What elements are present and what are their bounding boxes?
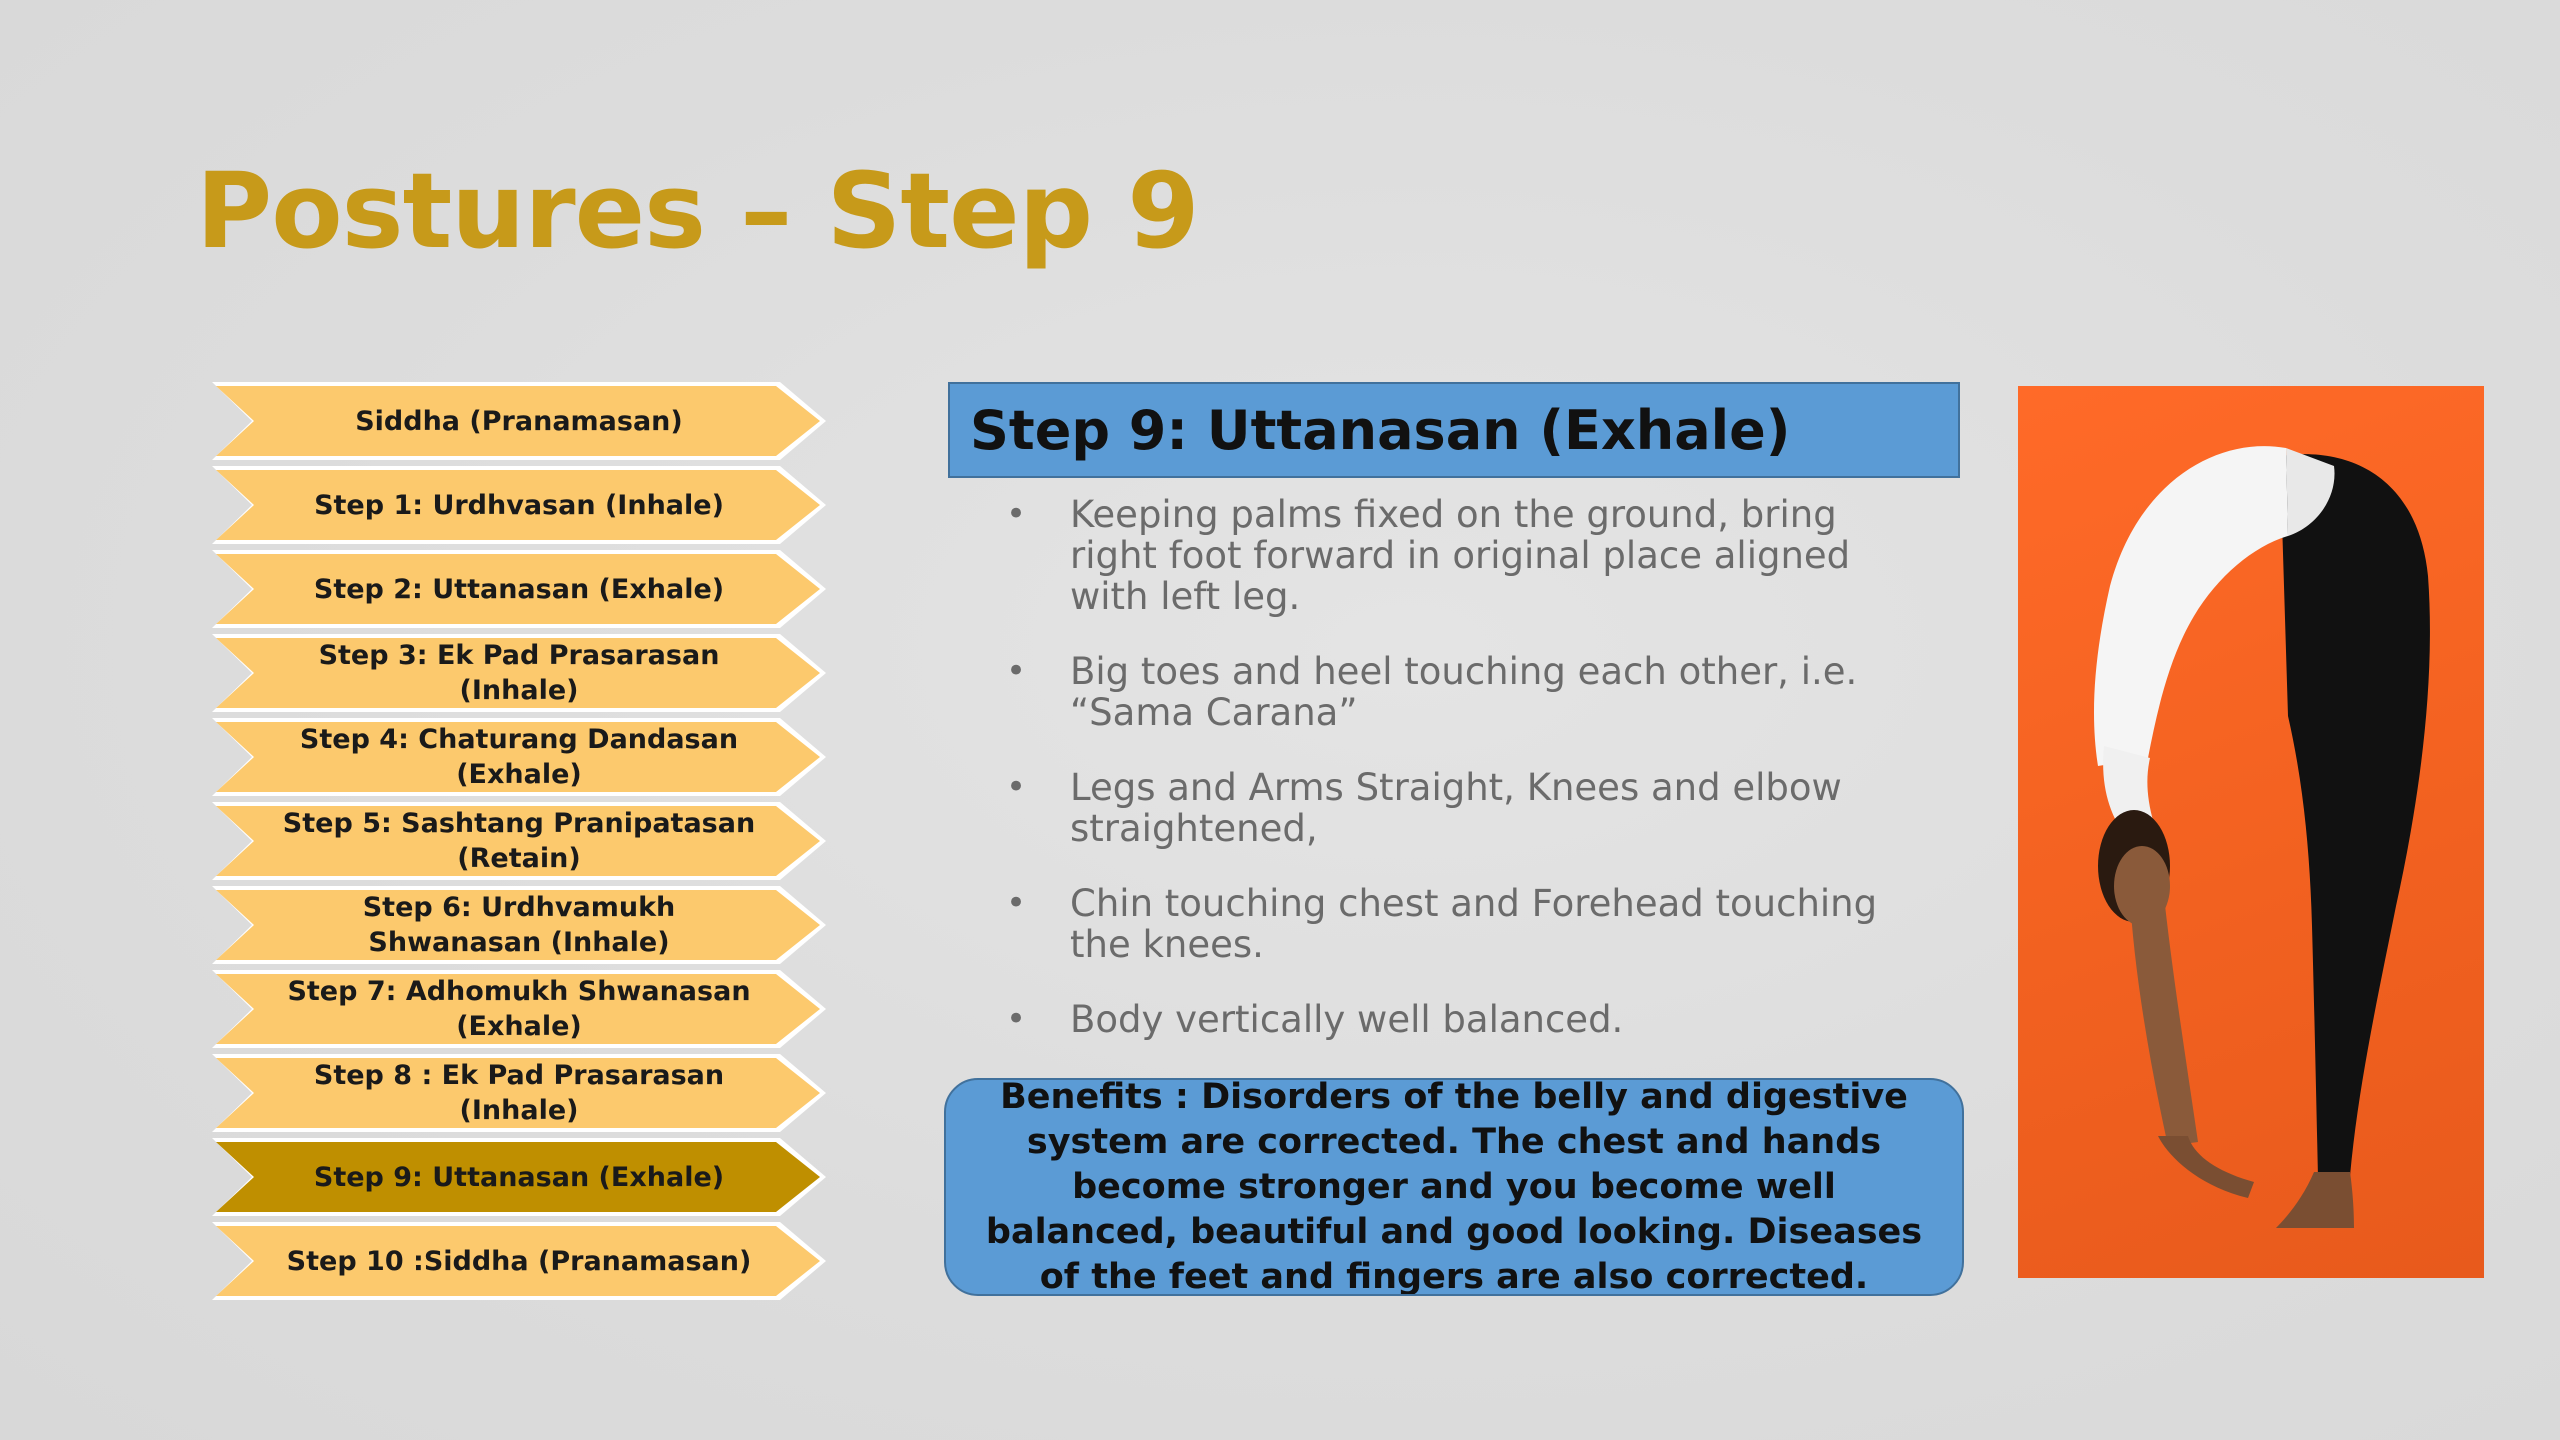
instruction-item: • Legs and Arms Straight, Knees and elbow straightened, — [1000, 767, 1900, 849]
step-label: Step 1: Urdhvasan (Inhale) — [314, 489, 724, 521]
step-chevron — [212, 718, 826, 796]
instruction-item: • Body vertically well balanced. — [1000, 999, 1900, 1040]
instruction-list — [1000, 494, 1900, 1074]
step-label: Step 3: Ek Pad Prasarasan (Inhale) — [318, 640, 720, 706]
step-label: Siddha (Pranamasan) — [355, 405, 683, 437]
step-label: Step 9: Uttanasan (Exhale) — [313, 1161, 725, 1193]
step-chevron — [212, 1222, 826, 1300]
step-label: Step 10 :Siddha (Pranamasan) — [286, 1245, 752, 1277]
step-chevron — [212, 970, 826, 1048]
step-chevron — [212, 1054, 826, 1132]
benefits-text: Benefits : Disorders of the belly and digestive system are corrected. The chest and hands become stronger and you become well balanced, beautiful and good looking. Diseases of the feet and fingers are also corrected. — [985, 1078, 1923, 1296]
step-chevron — [212, 802, 826, 880]
instruction-item: • Chin touching chest and Forehead touching the knees. — [1000, 883, 1900, 965]
slide-title: Postures – Step 9 — [196, 150, 1199, 272]
step-label: Step 4: Chaturang Dandasan (Exhale) — [299, 724, 739, 790]
step-label: Step 6: Urdhvamukh Shwanasan (Inhale) — [362, 892, 676, 958]
step-label: Step 7: Adhomukh Shwanasan (Exhale) — [287, 976, 751, 1042]
step-chevron — [212, 886, 826, 964]
instruction-item: • Keeping palms fixed on the ground, bring right foot forward in original place aligned with left leg. — [1000, 494, 1900, 617]
forward-bend-figure-icon — [2018, 386, 2484, 1278]
benefits-box — [944, 1078, 1964, 1296]
step-chevron — [212, 550, 826, 628]
step-chevron — [212, 382, 826, 460]
step-label: Step 5: Sashtang Pranipatasan (Retain) — [282, 808, 756, 874]
step-chevron-active — [212, 1138, 826, 1216]
instruction-item: • Big toes and heel touching each other, i.e. “Sama Carana” — [1000, 651, 1900, 733]
step-chevron — [212, 634, 826, 712]
step-chevron — [212, 466, 826, 544]
posture-photo — [2018, 386, 2484, 1278]
step-list — [212, 382, 826, 1306]
step-detail-heading: Step 9: Uttanasan (Exhale) — [970, 398, 1791, 462]
step-detail-header — [948, 382, 1960, 478]
step-label: Step 8 : Ek Pad Prasarasan (Inhale) — [313, 1060, 725, 1126]
step-label: Step 2: Uttanasan (Exhale) — [313, 573, 725, 605]
